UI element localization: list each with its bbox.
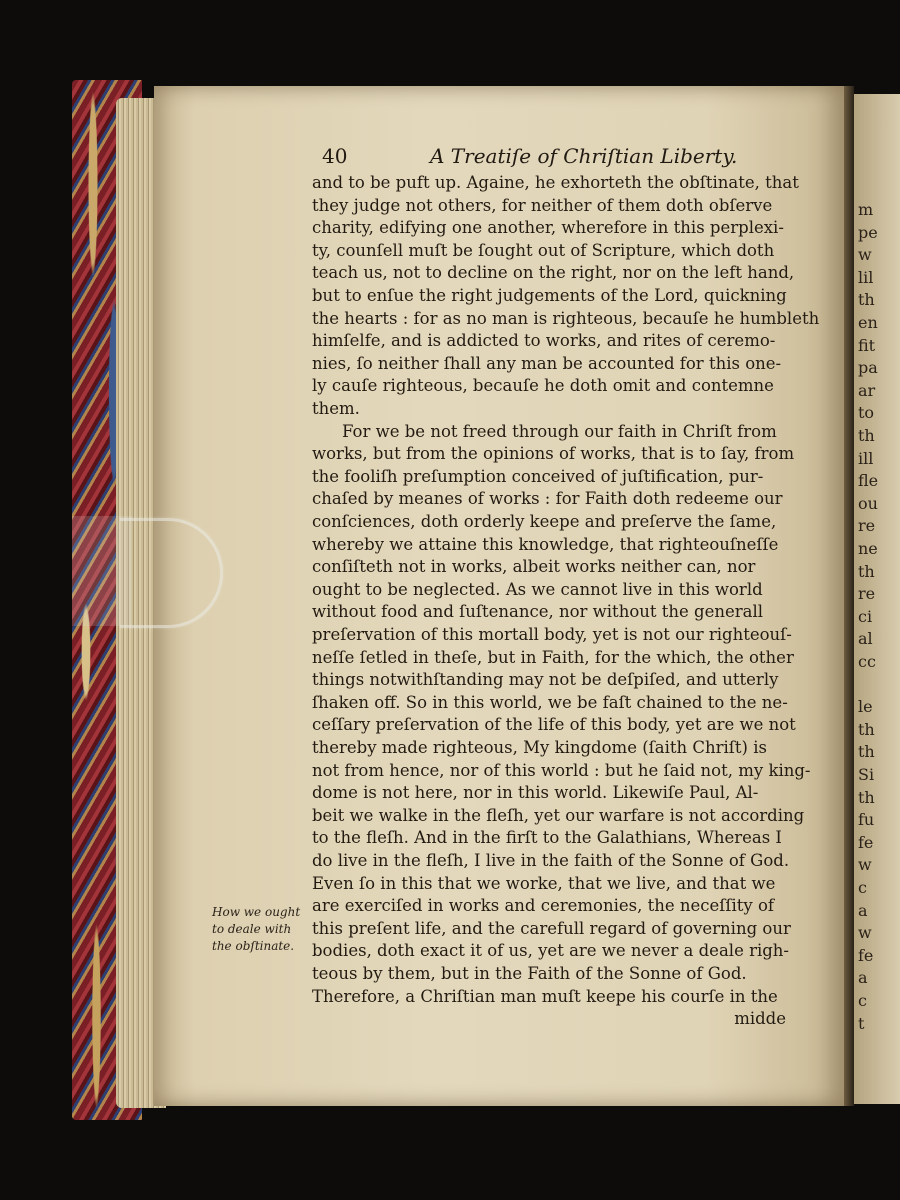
body-line: himſelfe, and is addicted to works, and rites of ceremo-: [312, 331, 776, 351]
body-line: ought to be neglected. As we cannot live in this world: [312, 579, 763, 599]
margin-note-line: the obſtinate.: [212, 939, 295, 953]
facing-page-fragment: re: [858, 584, 876, 604]
facing-page-fragment: Si: [858, 765, 875, 784]
body-line: conſciences, doth orderly keepe and preſerve the ſame,: [312, 512, 777, 531]
facing-page-fragment: w: [858, 245, 872, 265]
facing-page-fragment: fu: [858, 810, 875, 830]
facing-page-fragment: fe: [858, 945, 874, 965]
facing-page-fragment: th: [858, 787, 875, 807]
body-line: For we be not freed through our faith in Chriſt from: [342, 421, 777, 441]
body-line: not from hence, nor of this world : but he ſaid not, my king-: [312, 760, 811, 780]
facing-page-fragment: w: [858, 855, 872, 875]
facing-page-fragment: th: [858, 426, 875, 445]
facing-page-fragment: fle: [858, 471, 879, 491]
facing-page-fragment: pa: [858, 358, 878, 378]
facing-page-fragment: lil: [858, 267, 874, 287]
body-line: them.: [312, 399, 360, 418]
body-line: works, but from the opinions of works, that is to ſay, from: [312, 444, 795, 464]
facing-page-fragment: th: [858, 719, 875, 739]
margin-note-line: to deale with: [212, 922, 292, 936]
running-title: A Treatiſe of Chriſtian Liberty.: [430, 144, 738, 168]
body-line: things notwithſtanding may not be deſpiſed, and utterly: [312, 670, 779, 690]
margin-note: [212, 904, 312, 955]
facing-page-fragment: ci: [858, 606, 873, 626]
catchword: midde: [734, 1009, 786, 1029]
body-line: charity, edifying one another, wherefore in this perplexi-: [312, 218, 784, 238]
facing-page-fragment: w: [858, 923, 872, 943]
body-line: ty, counſell muſt be ſought out of Scripture, which doth: [312, 240, 775, 260]
body-line: without food and ſuſtenance, nor without the generall: [312, 602, 764, 622]
body-line: bodies, doth exact it of us, yet are we never a deale righ-: [312, 941, 790, 961]
body-line: are exerciſed in works and ceremonies, the neceſſity of: [312, 896, 774, 916]
body-line: neſſe ſetled in theſe, but in Faith, for the which, the other: [312, 647, 794, 667]
facing-page-fragment: ar: [858, 380, 876, 400]
facing-page-fragment: t: [858, 1013, 865, 1033]
body-line: Even ſo in this that we worke, that we live, and that we: [312, 873, 776, 893]
facing-page-fragment: m: [858, 200, 874, 219]
page-header: [322, 140, 802, 172]
facing-page-fragment: re: [858, 516, 876, 536]
body-line: chaſed by meanes of works : for Faith doth redeeme our: [312, 489, 783, 509]
facing-page-fragment: th: [858, 742, 875, 762]
facing-page-fragment: c: [858, 878, 867, 897]
facing-page-fragment: th: [858, 290, 875, 310]
body-line: ceſſary preſervation of the life of this body, yet are we not: [312, 715, 796, 735]
facing-page-fragment: ill: [858, 448, 874, 468]
body-line: the hearts : for as no man is righteous, becauſe he humbleth: [312, 308, 820, 328]
facing-page-fragment: to: [858, 403, 875, 423]
body-line: thereby made righteous, My kingdome (ſaith Chriſt) is: [312, 738, 767, 757]
body-line: whereby we attaine this knowledge, that righteouſneſſe: [312, 534, 779, 554]
body-line: ly cauſe righteous, becauſe he doth omit and contemne: [312, 376, 774, 396]
facing-page-fragment: fe: [858, 832, 874, 852]
body-line: beit we walke in the fleſh, yet our warfare is not according: [312, 805, 805, 825]
facing-page-fragment: ou: [858, 493, 878, 513]
facing-page-fragment: c: [858, 991, 867, 1010]
facing-page-fragment: ne: [858, 539, 878, 558]
body-line: to the fleſh. And in the firſt to the Galathians, Whereas I: [312, 828, 782, 848]
margin-note-line: How we ought: [212, 905, 301, 919]
body-line: ſhaken off. So in this world, we be faſt chained to the ne-: [312, 692, 788, 712]
body-line: this preſent life, and the carefull regard of governing our: [312, 918, 791, 938]
facing-page-fragment: pe: [858, 222, 878, 242]
body-line: dome is not here, nor in this world. Likewiſe Paul, Al-: [312, 783, 759, 803]
body-line: nies, ſo neither ſhall any man be accounted for this one-: [312, 353, 782, 373]
facing-page-fragment: al: [858, 629, 873, 649]
body-line: preſervation of this mortall body, yet is not our righteouſ-: [312, 625, 792, 644]
body-line: the fooliſh preſumption conceived of juſtification, pur-: [312, 466, 764, 486]
page-number: 40: [322, 144, 348, 168]
body-line: Therefore, a Chriſtian man muſt keepe his courſe in the: [312, 986, 778, 1006]
gutter: [844, 86, 854, 1106]
body-line: conſiſteth not in works, albeit works neither can, nor: [312, 557, 756, 577]
facing-page-fragment: a: [858, 900, 868, 920]
facing-page-fragment: en: [858, 313, 878, 332]
body-line: they judge not others, for neither of them doth obſerve: [312, 195, 773, 215]
facing-page-fragment: fit: [858, 335, 876, 355]
body-line: teach us, not to decline on the right, nor on the left hand,: [312, 263, 795, 283]
facing-page-fragment: th: [858, 561, 875, 581]
body-line: but to enſue the right judgements of the Lord, quickning: [312, 286, 787, 305]
facing-page-fragment: a: [858, 968, 868, 988]
body-line: teous by them, but in the Faith of the Sonne of God.: [312, 964, 747, 983]
body-line: do live in the fleſh, I live in the faith of the Sonne of God.: [312, 851, 790, 870]
facing-page-edge: [854, 94, 900, 1104]
facing-page-fragment: le: [858, 697, 873, 717]
facing-page-fragment: cc: [858, 652, 876, 671]
body-line: and to be puft up. Againe, he exhorteth the obſtinate, that: [312, 173, 799, 192]
